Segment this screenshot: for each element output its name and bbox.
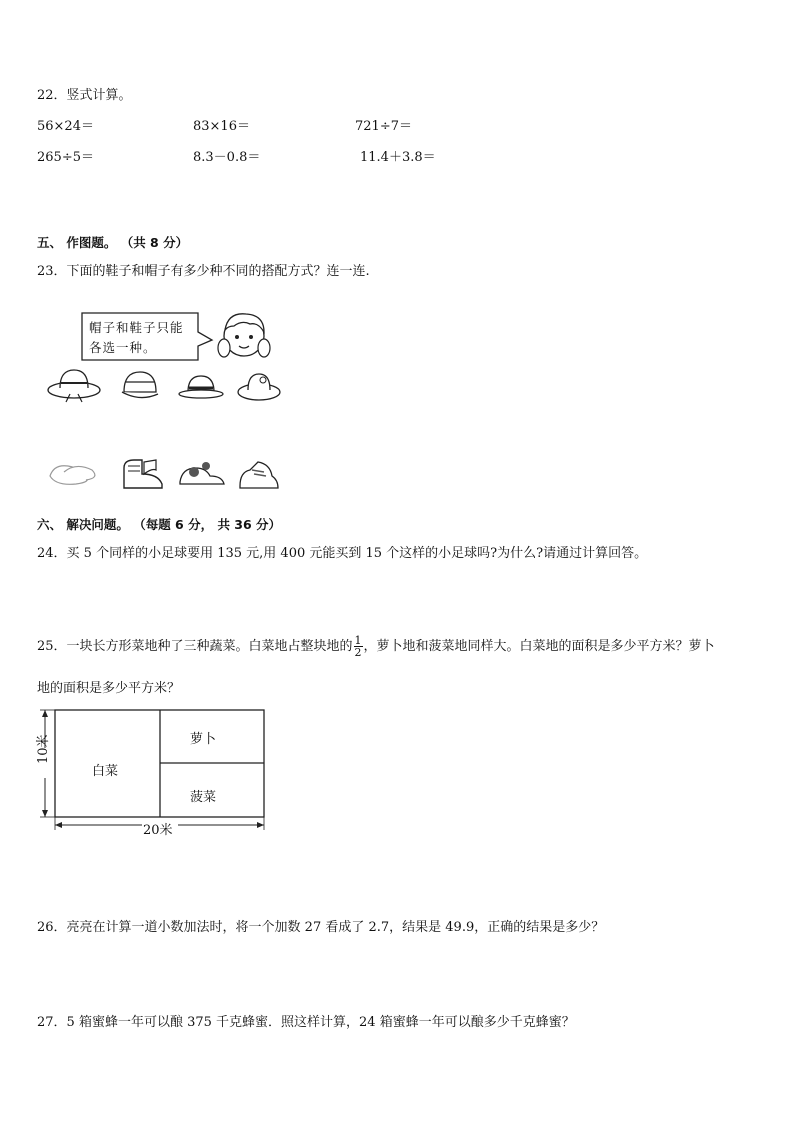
- radish-label: 萝卜: [190, 732, 217, 747]
- question-25-text-before: 25．一块长方形菜地种了三种蔬菜。白菜地占整块地的: [37, 639, 353, 654]
- fraction-one-half: [354, 635, 363, 658]
- speech-text-line2: 各选一种。: [89, 340, 157, 355]
- question-25-line2: 地的面积是多少平方米？: [37, 681, 181, 696]
- speech-text-line1: 帽子和鞋子只能: [89, 320, 184, 335]
- spinach-label: 菠菜: [190, 790, 217, 805]
- fraction-denominator: 2: [354, 646, 362, 659]
- question-25-line1: [37, 634, 715, 660]
- sneaker-icon: [176, 458, 228, 490]
- sun-hat-icon: [236, 368, 282, 404]
- section-5-heading: 五、 作图题。 （共 8 分）: [37, 235, 189, 250]
- question-26-text: 26．亮亮在计算一道小数加法时，将一个加数 27 看成了 2.7，结果是 49.9，正确的结果是多少？: [37, 920, 605, 935]
- cap-icon: [120, 368, 160, 404]
- calc-item: 265÷5＝: [37, 150, 94, 165]
- question-27-text: 27．5 箱蜜蜂一年可以酿 375 千克蜂蜜．照这样计算，24 箱蜜蜂一年可以酿多少千克蜂蜜？: [37, 1015, 575, 1030]
- calc-item: 11.4＋3.8＝: [360, 150, 436, 165]
- fedora-icon: [178, 372, 224, 402]
- girl-illustration: [214, 308, 276, 364]
- calc-item: 721÷7＝: [355, 119, 412, 134]
- hat-icon: [46, 366, 104, 404]
- question-25-text-after: ，萝卜地和菠菜地同样大。白菜地的面积是多少平方米？萝卜: [363, 639, 715, 654]
- height-label: 10米: [36, 734, 51, 764]
- high-top-shoe-icon: [236, 458, 280, 492]
- calc-item: 8.3－0.8＝: [193, 150, 261, 165]
- fraction-numerator: 1: [354, 634, 362, 647]
- section-6-heading: 六、 解决问题。 （每题 6 分， 共 36 分）: [37, 517, 282, 532]
- calc-item: 83×16＝: [193, 119, 250, 134]
- width-label: 20米: [143, 823, 173, 838]
- cabbage-label: 白菜: [92, 764, 119, 779]
- calc-item: 56×24＝: [37, 119, 94, 134]
- question-24-text: 24．买 5 个同样的小足球要用 135 元,用 400 元能买到 15 个这样的小足球吗?为什么?请通过计算回答。: [37, 546, 648, 561]
- boot-icon: [118, 456, 166, 492]
- question-22-title: 22．竖式计算。: [37, 88, 132, 103]
- question-23-text: 23．下面的鞋子和帽子有多少种不同的搭配方式？连一连.: [37, 264, 370, 279]
- slipper-shoe-icon: [46, 456, 102, 490]
